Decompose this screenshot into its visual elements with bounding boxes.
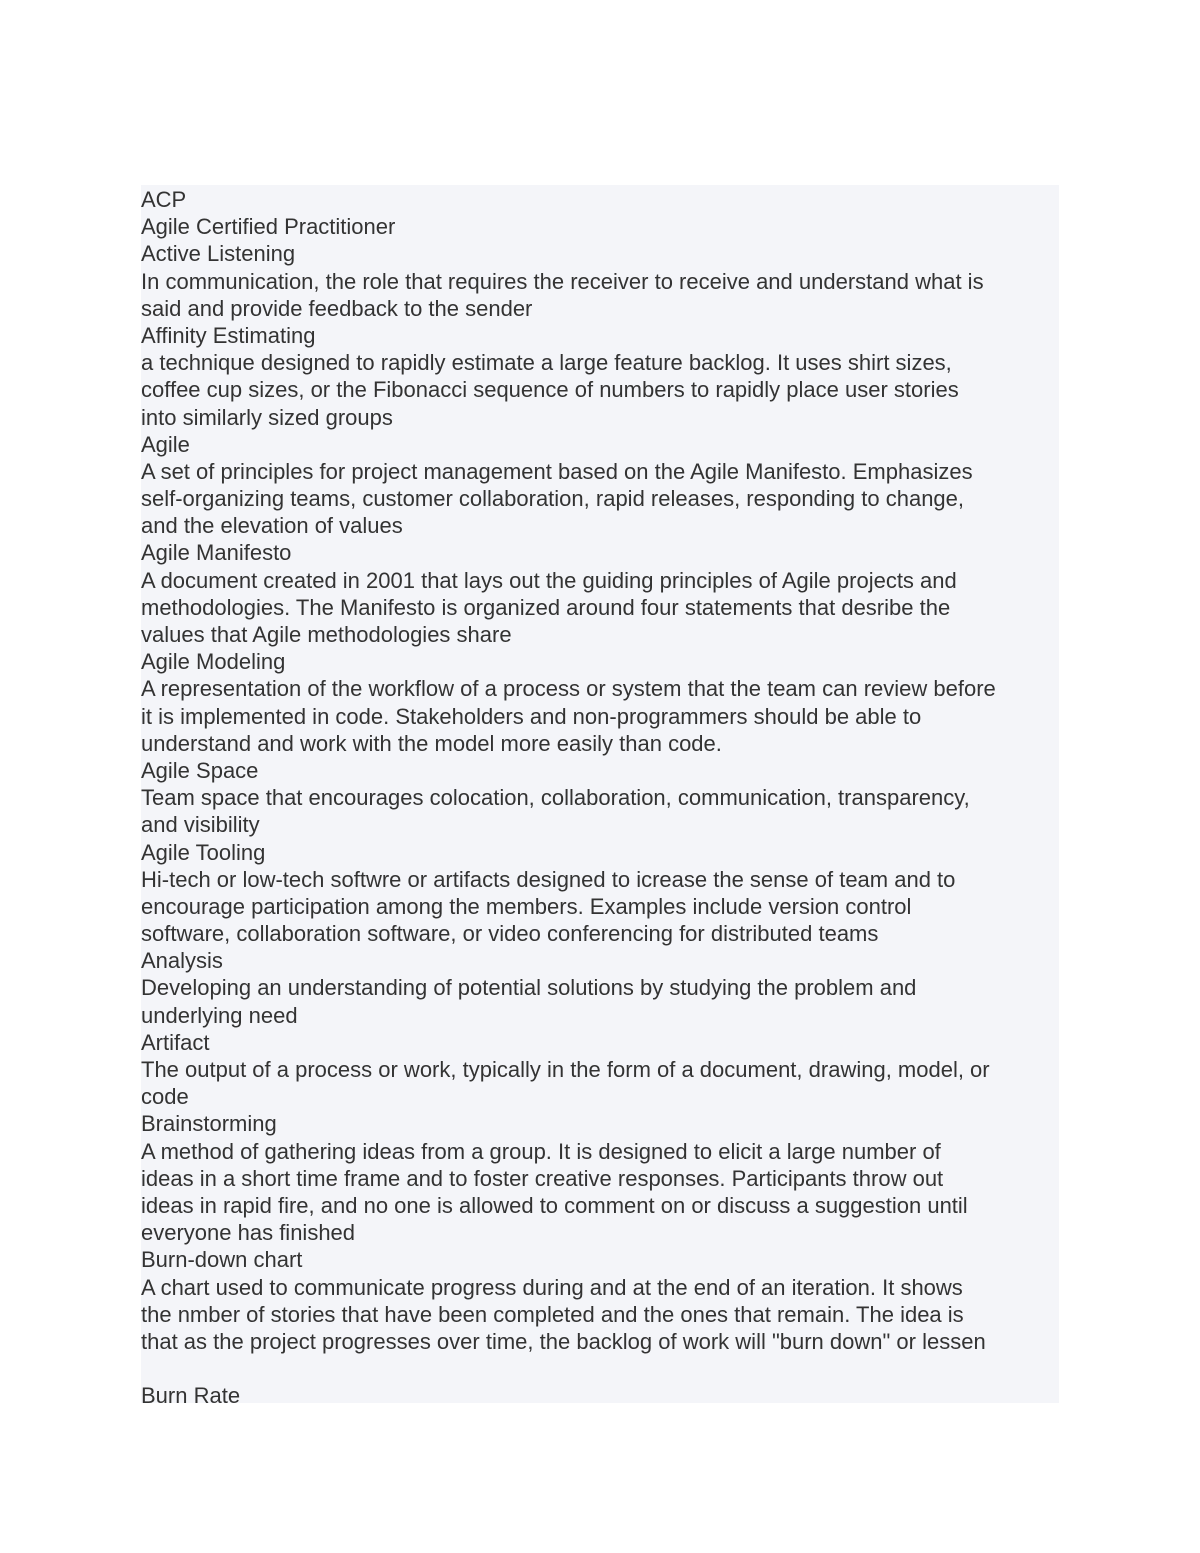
glossary-definition-line: A method of gathering ideas from a group. It is designed to elicit a large number of [141, 1138, 941, 1164]
glossary-term: Agile Manifesto [141, 540, 292, 566]
glossary-block [141, 185, 1059, 1409]
glossary-term: Analysis [141, 948, 223, 974]
glossary-term: Affinity Estimating [141, 322, 316, 348]
glossary-definition-line: methodologies. The Manifesto is organized around four statements that desribe the [141, 594, 951, 620]
glossary-definition-line: A representation of the workflow of a process or system that the team can review before [141, 676, 996, 702]
glossary-definition-line: Team space that encourages colocation, collaboration, communication, transparency, [141, 785, 970, 811]
glossary-definition-line: The output of a process or work, typically in the form of a document, drawing, model, or [141, 1057, 990, 1082]
glossary-term: Agile Tooling [141, 839, 266, 865]
glossary-term: ACP [141, 187, 187, 212]
glossary-entries [141, 186, 1059, 1409]
glossary-definition-line: code [141, 1084, 189, 1110]
glossary-definition-line: into similarly sized groups [141, 404, 393, 430]
glossary-definition-line: In communication, the role that requires the receiver to receive and understand what is [141, 268, 984, 294]
blank-line [141, 1355, 1059, 1382]
glossary-term: Artifact [141, 1029, 210, 1055]
glossary-definition-line: and visibility [141, 812, 260, 838]
glossary-definition-line: ideas in rapid fire, and no one is allowed to comment on or discuss a suggestion until [141, 1192, 968, 1218]
glossary-definition-line: ideas in a short time frame and to foster creative responses. Participants throw out [141, 1165, 944, 1191]
glossary-term: Burn-down chart [141, 1247, 303, 1273]
glossary-definition-line: understand and work with the model more easily than code. [141, 730, 722, 756]
glossary-term: Agile Modeling [141, 649, 286, 675]
glossary-term: Active Listening [141, 241, 296, 267]
glossary-definition-line: A set of principles for project management based on the Agile Manifesto. Emphasizes [141, 458, 973, 484]
glossary-term: Burn Rate [141, 1383, 241, 1409]
glossary-definition-line: and the elevation of values [141, 513, 403, 539]
glossary-definition-line: it is implemented in code. Stakeholders and non-programmers should be able to [141, 703, 922, 729]
glossary-definition-line: coffee cup sizes, or the Fibonacci sequence of numbers to rapidly place user stories [141, 377, 959, 403]
glossary-definition-line: values that Agile methodologies share [141, 622, 512, 647]
glossary-definition-line: everyone has finished [141, 1220, 356, 1246]
glossary-definition-line: software, collaboration software, or video conferencing for distributed teams [141, 921, 879, 947]
glossary-definition-line: Hi-tech or low-tech softwre or artifacts designed to icrease the sense of team and to [141, 866, 956, 892]
glossary-term: Agile [141, 431, 190, 457]
glossary-definition-line: A document created in 2001 that lays out the guiding principles of Agile projects and [141, 567, 957, 593]
glossary-definition-line: a technique designed to rapidly estimate a large feature backlog. It uses shirt sizes, [141, 350, 952, 376]
glossary-definition-line: the nmber of stories that have been completed and the ones that remain. The idea is [141, 1301, 964, 1327]
glossary-definition-line: that as the project progresses over time, the backlog of work will "burn down" or lessen [141, 1328, 986, 1354]
glossary-definition-line: underlying need [141, 1002, 298, 1028]
glossary-definition-line: self-organizing teams, customer collaboration, rapid releases, responding to change, [141, 486, 965, 512]
glossary-term: Brainstorming [141, 1111, 277, 1137]
glossary-definition-line: encourage participation among the members. Examples include version control [141, 893, 912, 919]
glossary-definition-line: A chart used to communicate progress during and at the end of an iteration. It shows [141, 1274, 963, 1300]
glossary-definition-line: said and provide feedback to the sender [141, 295, 533, 321]
glossary-term: Agile Space [141, 757, 259, 783]
glossary-definition-line: Developing an understanding of potential solutions by studying the problem and [141, 975, 917, 1001]
glossary-definition-line: Agile Certified Practitioner [141, 214, 396, 240]
